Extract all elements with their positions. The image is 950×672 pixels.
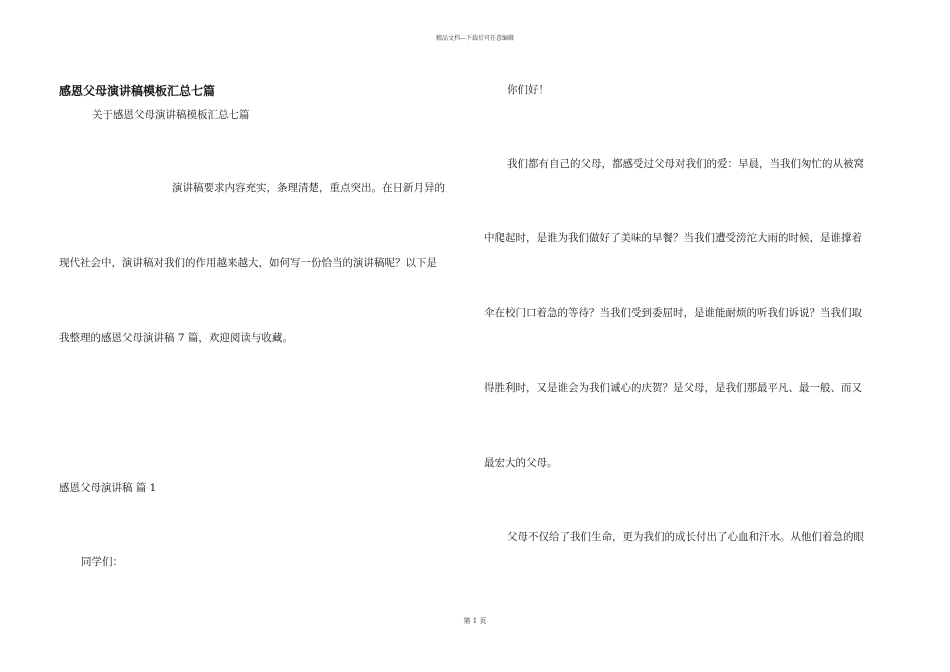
greeting: 同学们：: [81, 556, 123, 568]
body-line-3: 中爬起时，是谁为我们做好了美味的早餐？当我们遭受滂沱大雨的时候，是谁撑着: [484, 232, 862, 244]
intro-line-1: 演讲稿要求内容充实，条理清楚，重点突出。在日新月异的: [172, 182, 445, 194]
body-line-6: 最宏大的父母。: [484, 457, 558, 469]
subtitle: 关于感恩父母演讲稿模板汇总七篇: [92, 109, 250, 121]
body-line-4: 伞在校门口着急的等待？当我们受到委屈时，是谁能耐烦的听我们诉说？当我们取: [484, 307, 862, 319]
intro-line-3: 我整理的感恩父母演讲稿 7 篇，欢迎阅读与收藏。: [59, 332, 293, 344]
intro-line-2: 现代社会中，演讲稿对我们的作用越来越大，如何写一份恰当的演讲稿呢？以下是: [59, 257, 437, 269]
body-line-5: 得胜利时，又是谁会为我们诚心的庆贺？是父母，是我们那最平凡、最一般、而又: [484, 382, 862, 394]
page-header: 精品文档---下载后可任意编辑: [435, 35, 515, 42]
body-line-1: 你们好！: [507, 84, 549, 96]
page-footer: 第 1 页: [463, 617, 487, 625]
section-heading: 感恩父母演讲稿 篇 1: [59, 482, 157, 494]
document-title: 感恩父母演讲稿模板汇总七篇: [59, 84, 216, 98]
body-line-2: 我们都有自己的父母，都感受过父母对我们的爱：早晨，当我们匆忙的从被窝: [507, 158, 864, 170]
body-line-7: 父母不仅给了我们生命，更为我们的成长付出了心血和汗水。从他们着急的眼: [507, 531, 864, 543]
